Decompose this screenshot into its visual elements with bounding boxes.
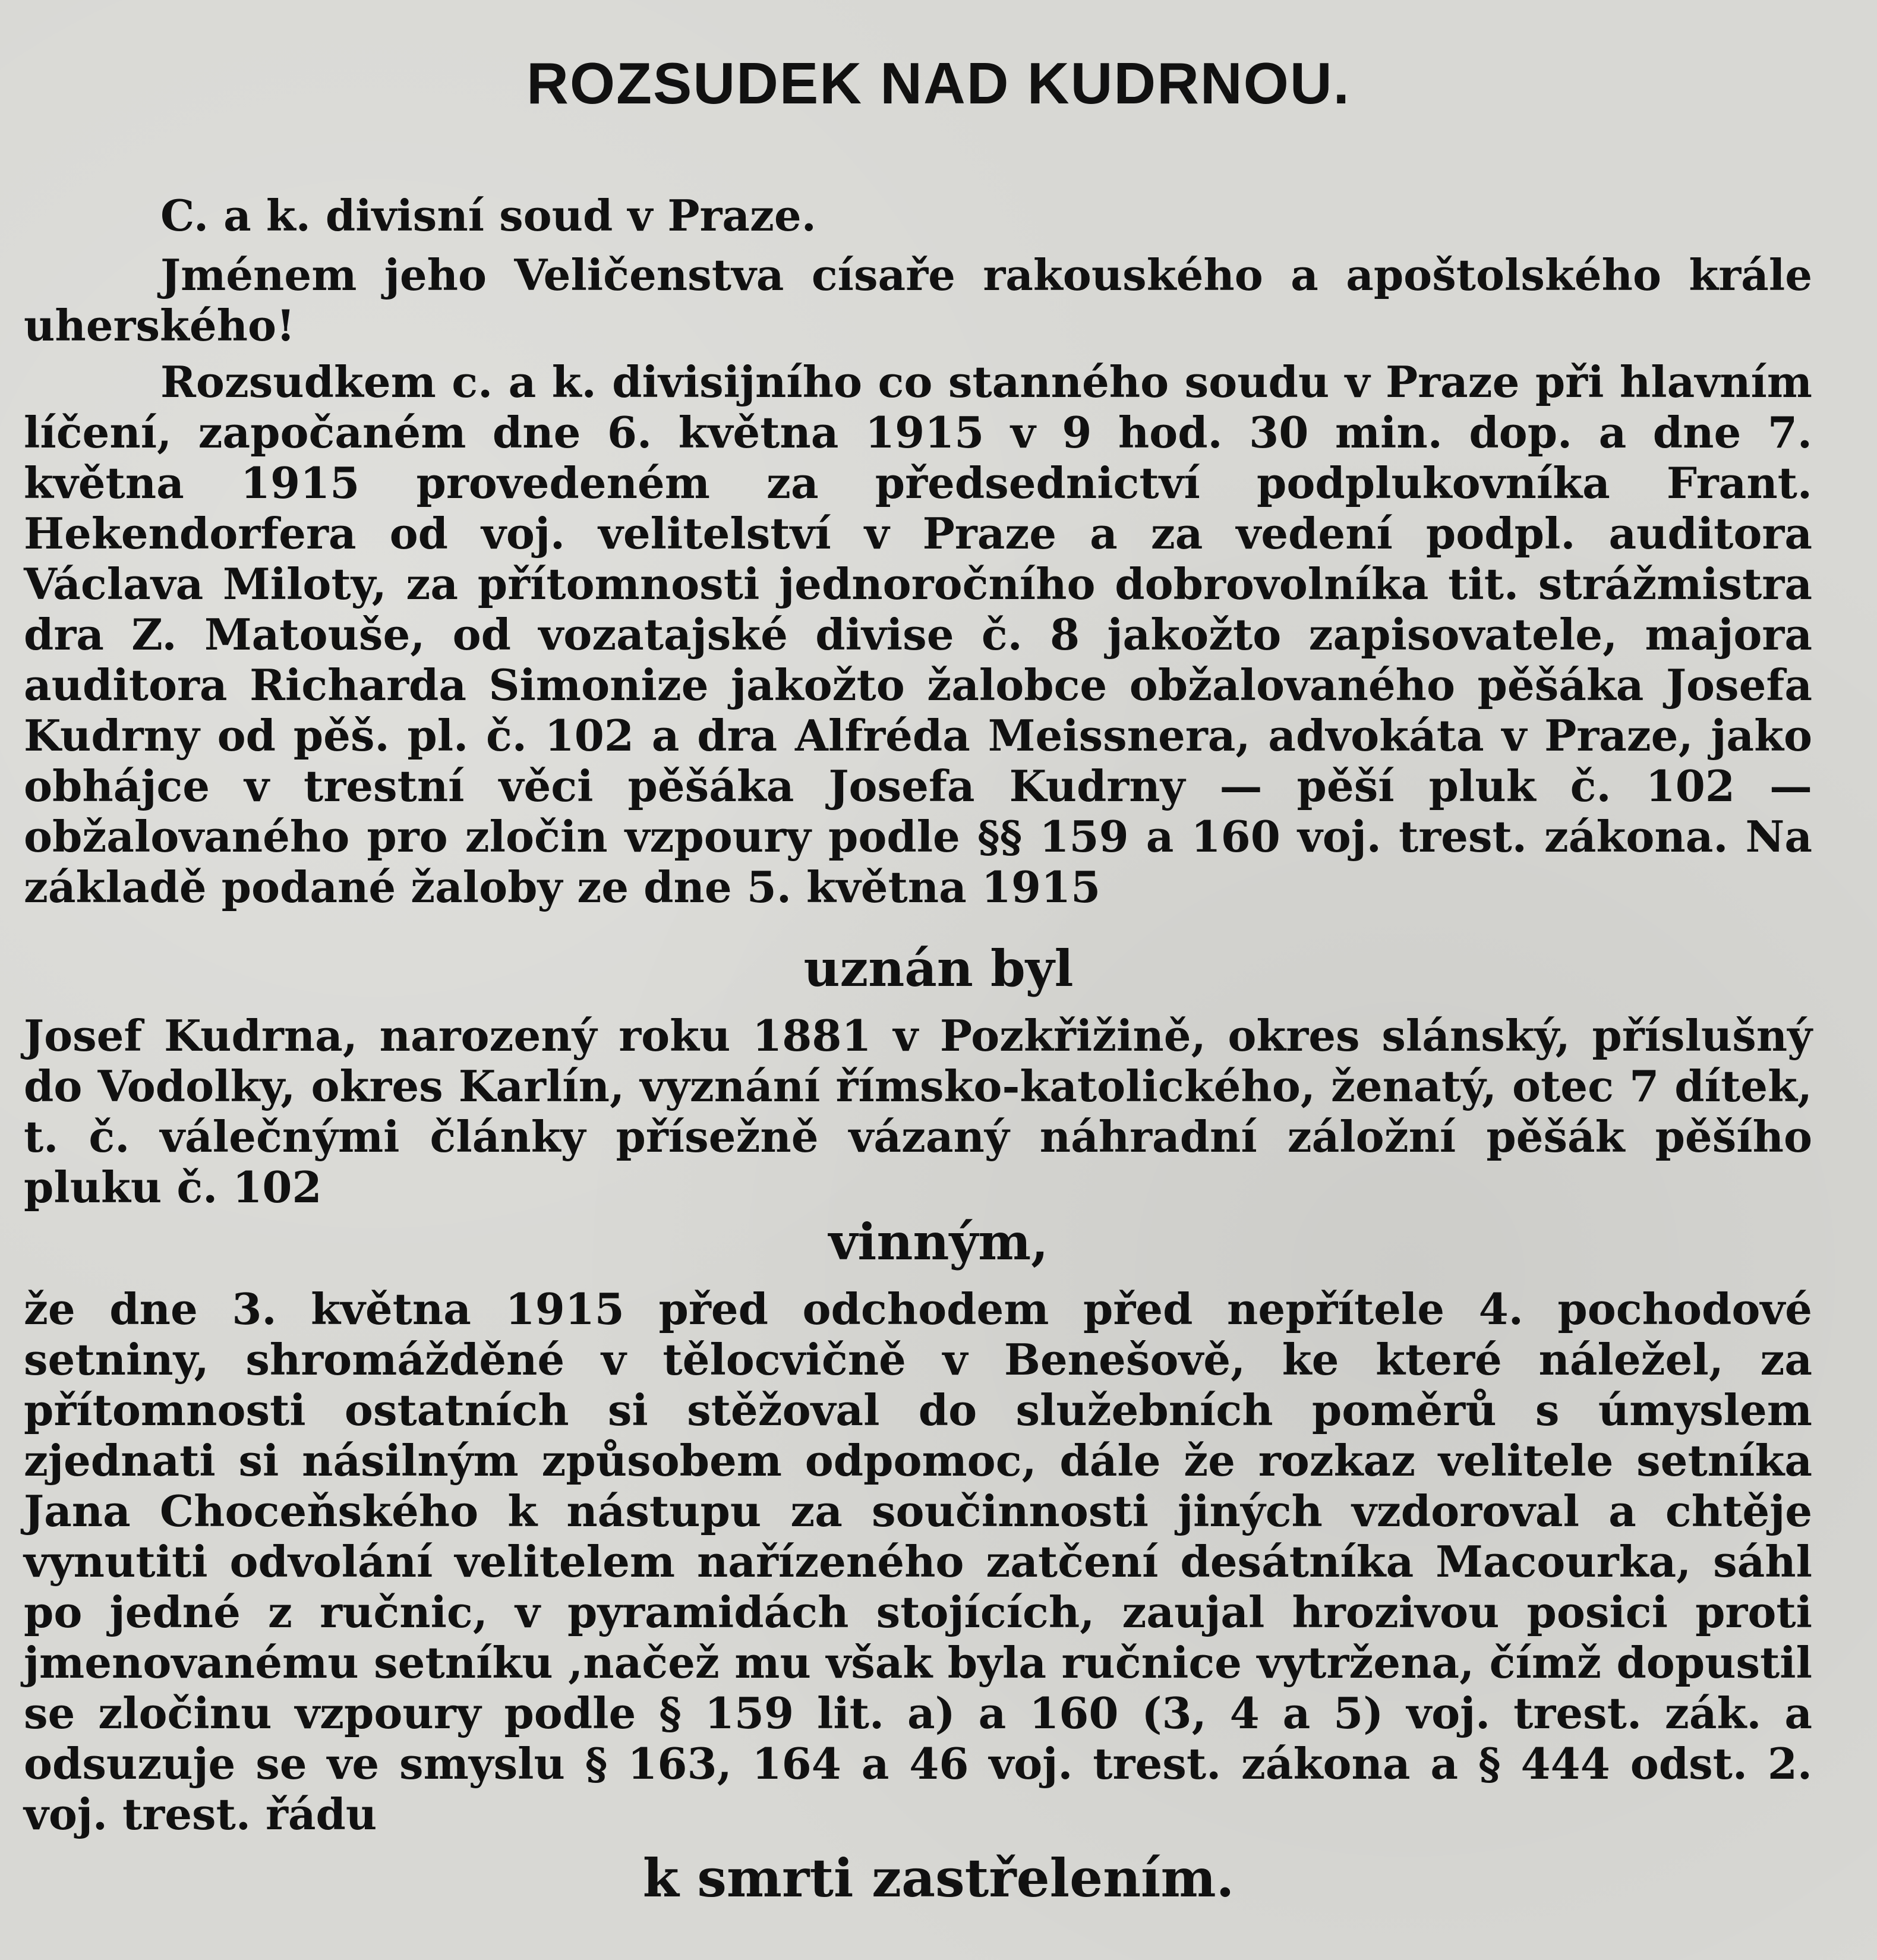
heading-vinnym: vinným, <box>828 1212 1049 1271</box>
main-paragraph: Rozsudkem c. a k. divisijního co stanného soudu v Praze při hlavním líčení, započaném dne 6. května 1915 v 9 hod. 30 min. dop. a dne 7. května 1915 provedeném za předsednictví podplukovníka Frant. Hekendorfera od voj. velitelství v Praze a za vedení podpl. auditora Václava Miloty, za přítomnosti jednoročního dobrovolníka tit. strážmistra dra Z. Matouše, od vozatajské divise č. 8 jakožto zapisovatele, majora auditora Richarda Simonize jakožto žalobce obžalovaného pěšáka Josefa Kudrny od pěš. pl. č. 102 a dra Alfréda Meissnera, advokáta v Praze, jako obhájce v trestní věci pěšáka Josefa Kudrny — pěší pluk č. 102 — obžalovaného pro zločin vzpoury podle §§ 159 a 160 voj. trest. zákona. Na základě podané žaloby ze dne 5. května 1915 <box>24 357 1812 912</box>
court-name-block <box>24 190 1812 241</box>
defendant-paragraph: Josef Kudrna, narozený roku 1881 v Pozkřižině, okres slánský, příslušný do Vodolky, okres Karlín, vyznání římsko-katolického, ženatý, otec 7 dítek, t. č. válečnými články přísežně vázaný náhradní záložní pěšák pěšího pluku č. 102 <box>24 1010 1812 1212</box>
invocation: Jménem jeho Veličenstva císaře rakouského a apoštolského krále uherského! <box>24 250 1812 351</box>
main-paragraph-block <box>24 357 1812 912</box>
heading-uznan-byl: uznán byl <box>803 939 1074 998</box>
document-title: ROZSUDEK NAD KUDRNOU. <box>526 51 1351 116</box>
verdict: k smrti zastřelením. <box>642 1847 1235 1909</box>
charge-paragraph: že dne 3. května 1915 před odchodem před nepřítele 4. pochodové setniny, shromážděné v tělocvičně v Benešově, ke které náležel, za přítomnosti ostatních si stěžoval do služebních poměrů s úmyslem zjednati si násilným způsobem odpomoc, dále že rozkaz velitele setníka Jana Choceňského k nástupu za součinnosti jiných vzdoroval a chtěje vynutiti odvolání velitelem nařízeného zatčení desátníka Macourka, sáhl po jedné z ručnic, v pyramidách stojících, zaujal hrozivou posici proti jmenovanému setníku ,načež mu však byla ručnice vytržena, čímž dopustil se zločinu vzpoury podle § 159 lit. a) a 160 (3, 4 a 5) voj. trest. zák. a odsuzuje se ve smyslu § 163, 164 a 46 voj. trest. zákona a § 444 odst. 2. voj. trest. řádu <box>24 1284 1812 1839</box>
charge-paragraph-block <box>24 1284 1812 1839</box>
court-name: C. a k. divisní soud v Praze. <box>160 190 816 241</box>
invocation-block <box>24 250 1812 351</box>
defendant-paragraph-block <box>24 1010 1812 1212</box>
